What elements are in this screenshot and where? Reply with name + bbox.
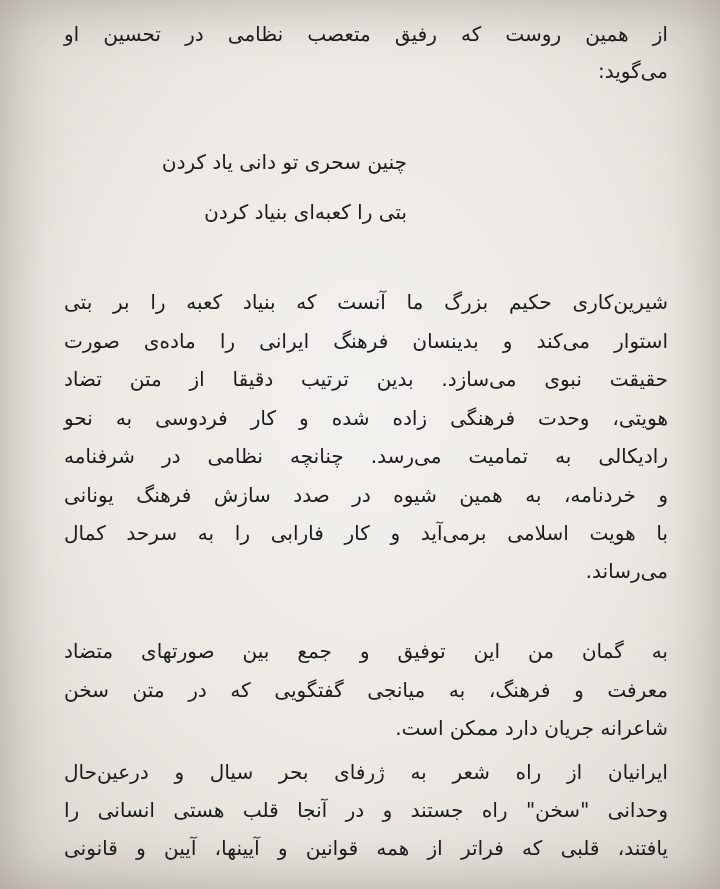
paragraph1-line-4: هویتی، وحدت فرهنگی زاده شده و کار فردوسی به نحو [64,406,668,430]
paragraph1-line-7: با هویت اسلامی برمی‌آید و کار فارابی را به سرحد کمال [64,521,668,545]
paragraph2-line-2: معرفت و فرهنگ، به میانجی گفتگویی که در متن سخن [64,678,668,702]
paragraph2-line-3: شاعرانه جریان دارد ممکن است. [395,716,668,740]
paragraph1-line-3: حقیقت نبوی می‌سازد. بدین ترتیب دقیقا از متن تضاد [64,367,668,391]
paragraph1-line-1: شیرین‌کاری حکیم بزرگ ما آنست که بنیاد کعبه را بر بتی [64,290,668,314]
verse-line-1: چنین سحری تو دانی یاد کردن [161,150,407,174]
paragraph3-line-1: ایرانیان از راه شعر به ژرفای بحر سیال و درعین‌حال [64,760,668,784]
paragraph3-line-2: وحدانی "سخن" راه جستند و در آنجا قلب هستی انسانی را [64,798,668,822]
paragraph1-line-5: رادیکالی به تمامیت می‌رسد. چنانچه نظامی در شرفنامه [64,444,668,468]
paragraph1-line-6: و خردنامه، به همین شیوه در صدد سازش فرهنگ یونانی [64,483,668,507]
intro-line-1: از همین روست که رفیق متعصب نظامی در تحسین او [64,22,668,46]
intro-line-2: می‌گوید: [597,59,668,83]
paragraph3-line-3: یافتند، قلبی که فراتر از همه قوانین و آیینها، آیین و قانونی [64,836,668,860]
verse-line-2: بتی را کعبه‌ای بنیاد کردن [204,200,407,224]
paragraph2-line-1: به گمان من این توفیق و جمع بین صورتهای متضاد [64,639,668,663]
paragraph1-line-2: استوار می‌کند و بدینسان فرهنگ ایرانی را ماده‌ی صورت [64,329,668,353]
paragraph1-line-8: می‌رساند. [585,559,668,583]
